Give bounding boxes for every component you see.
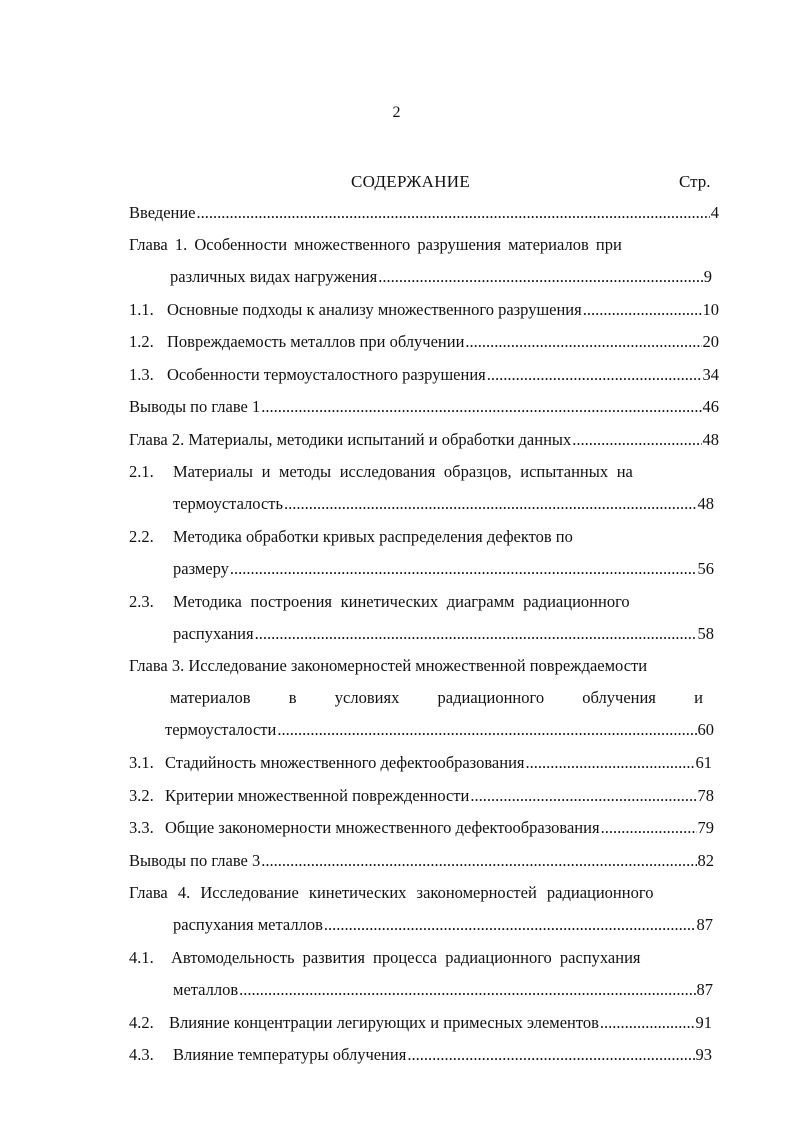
toc-entry-1-1[interactable]: 1.1. Основные подходы к анализу множественного разрушения ..... 10	[129, 300, 719, 322]
toc-entry-1-2[interactable]: 1.2. Повреждаемость металлов при облучении ..... 20	[129, 332, 719, 354]
page-number: 2	[392, 104, 401, 121]
toc-entry-3-1[interactable]: 3.1. Стадийность множественного дефектообразования ..... 61	[129, 753, 712, 775]
toc-entry-2-1-cont[interactable]: термоусталость ..... 48	[173, 494, 714, 516]
toc-entry-2-2-cont[interactable]: размеру ..... 56	[173, 559, 714, 581]
toc-entry-2-2[interactable]: 2.2. Методика обработки кривых распределения дефектов по	[129, 527, 573, 546]
toc-entry-conclusions-3[interactable]: Выводы по главе 3 ..... 82	[129, 851, 714, 873]
toc-entry-2-1[interactable]: 2.1. Материалы и методы исследования образцов, испытанных на	[129, 462, 633, 481]
toc-entry-chapter-4[interactable]: Глава 4. Исследование кинетических закономерностей радиационного	[129, 883, 654, 902]
toc-entry-chapter-3[interactable]: Глава 3. Исследование закономерностей множественной повреждаемости	[129, 656, 648, 675]
page-column-label: Стр.	[679, 172, 711, 191]
entry-page: 4	[710, 203, 719, 222]
toc-entry-2-3-cont[interactable]: распухания ..... 58	[173, 624, 714, 646]
toc-entry-chapter-2[interactable]: Глава 2. Материалы, методики испытаний и обработки данных ..... 48	[129, 430, 719, 452]
toc-entry-intro[interactable]: Введение ..... 4	[129, 203, 719, 225]
toc-entry-chapter-3-cont[interactable]: материалов в условиях радиационного облучения и	[170, 688, 703, 707]
toc-entry-4-1-cont[interactable]: металлов ..... 87	[173, 980, 713, 1002]
toc-entry-2-3[interactable]: 2.3. Методика построения кинетических диаграмм радиационного	[129, 592, 630, 611]
toc-entry-1-3[interactable]: 1.3. Особенности термоусталостного разрушения ..... 34	[129, 365, 719, 387]
toc-heading: СОДЕРЖАНИЕ	[351, 172, 471, 191]
toc-entry-4-2[interactable]: 4.2. Влияние концентрации легирующих и примесных элементов ..... 91	[129, 1013, 712, 1035]
toc-entry-4-3[interactable]: 4.3. Влияние температуры облучения ..... 93	[129, 1045, 712, 1067]
toc-entry-chapter-1-cont[interactable]: различных видах нагружения ..... 9	[170, 267, 712, 289]
toc-entry-4-1[interactable]: 4.1. Автомодельность развития процесса радиационного распухания	[129, 948, 641, 967]
toc-entry-3-2[interactable]: 3.2. Критерии множественной поврежденности ..... 78	[129, 786, 714, 808]
toc-entry-conclusions-1[interactable]: Выводы по главе 1 ..... 46	[129, 397, 719, 419]
toc-entry-3-3[interactable]: 3.3. Общие закономерности множественного дефектообразования ..... 79	[129, 818, 714, 840]
toc-entry-chapter-4-cont[interactable]: распухания металлов ..... 87	[173, 915, 713, 937]
toc-entry-chapter-1[interactable]: Глава 1. Особенности множественного разрушения материалов при	[129, 235, 622, 254]
toc-entry-chapter-3-cont2[interactable]: термоусталости ..... 60	[165, 720, 714, 742]
